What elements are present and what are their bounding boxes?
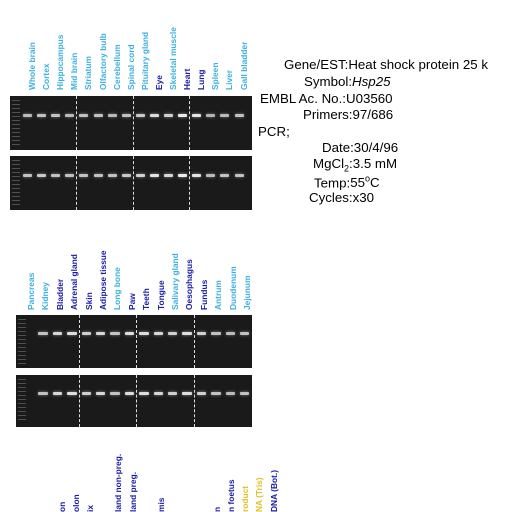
pcr-row xyxy=(258,124,290,139)
lane-group-divider xyxy=(76,96,77,150)
lane-label: Heart xyxy=(182,68,193,90)
lane-label: Pituitary gland xyxy=(139,31,150,90)
ladder-lane xyxy=(12,160,20,206)
lane-group-divider xyxy=(194,375,195,427)
lane-group-divider xyxy=(133,156,134,210)
date-label: Date: xyxy=(322,140,354,155)
gel-band xyxy=(178,174,187,177)
gel-band xyxy=(94,114,103,117)
gene-row xyxy=(284,57,488,72)
lane-label: Olfactory bulb xyxy=(97,33,108,90)
lane-label: Cerebellum xyxy=(111,44,122,90)
lane-label: Duodenum xyxy=(227,266,238,310)
pcr-label: PCR; xyxy=(258,124,290,139)
lane-group-divider xyxy=(133,96,134,150)
lane-label: Tongue xyxy=(155,280,166,310)
ladder-lane xyxy=(12,100,20,146)
lane-label: mis xyxy=(155,497,166,512)
gel-band xyxy=(67,332,76,335)
lane-label: ix xyxy=(85,505,96,512)
lane-label: Skeletal muscle xyxy=(168,27,178,90)
gel-band xyxy=(79,174,88,177)
symbol-row xyxy=(304,74,390,89)
gel-band xyxy=(235,114,244,117)
lane-label: Whole brain xyxy=(27,42,37,90)
gel-band xyxy=(178,114,187,117)
cycles-row xyxy=(309,190,374,205)
lane-label: Salivary gland xyxy=(170,253,180,310)
gel-band xyxy=(197,332,206,335)
lane-label: Liver xyxy=(224,69,235,90)
gel-band xyxy=(211,392,220,395)
lane-labels-panel-2 xyxy=(0,222,260,312)
lane-group-divider xyxy=(189,156,190,210)
gel-band xyxy=(240,332,249,335)
lane-label: Long bone xyxy=(112,267,123,310)
lane-label: Kidney xyxy=(40,282,51,310)
gel-band xyxy=(192,174,201,177)
gel-band xyxy=(38,392,47,395)
gel-band xyxy=(125,392,134,395)
ladder-lane xyxy=(18,319,26,364)
embl-row xyxy=(260,91,393,106)
lane-label: Spinal cord xyxy=(125,44,136,90)
lane-group-divider xyxy=(79,375,80,427)
cycles-value: x30 xyxy=(352,190,375,205)
lane-label: Jejunum xyxy=(242,275,252,310)
primers-row xyxy=(303,107,393,122)
gel-band xyxy=(220,114,229,117)
cycles-label: Cycles: xyxy=(309,190,353,205)
lane-labels-panel-3 xyxy=(0,422,279,512)
lane-label: DNA (Bot.) xyxy=(268,469,279,512)
lane-group-divider xyxy=(76,156,77,210)
gel-band xyxy=(136,114,145,117)
gel-band xyxy=(79,114,88,117)
lane-group-divider xyxy=(79,315,80,368)
primers-value: 97/686 xyxy=(352,107,394,122)
gel-band xyxy=(37,114,46,117)
gel-image-panel-2-bottom xyxy=(16,375,252,427)
lane-label: roduct xyxy=(240,485,251,512)
gel-band xyxy=(122,174,131,177)
gel-band xyxy=(136,174,145,177)
date-value: 30/4/96 xyxy=(353,140,399,155)
gel-band xyxy=(53,392,62,395)
gel-image-panel-2-top xyxy=(16,315,252,368)
lane-label: Lung xyxy=(196,69,207,90)
lane-label: Skin xyxy=(83,292,94,310)
primers-label: Primers: xyxy=(303,107,353,122)
lane-group-divider xyxy=(136,375,137,427)
gel-band xyxy=(82,332,91,335)
lane-label: Adipose tissue xyxy=(98,250,108,310)
gel-band xyxy=(154,332,163,335)
gel-band xyxy=(197,392,206,395)
gel-band xyxy=(235,174,244,177)
lane-label: n foetus xyxy=(226,479,237,512)
lane-label: Hippocampus xyxy=(55,34,66,90)
lane-label: Cortex xyxy=(41,63,52,90)
gel-band xyxy=(154,392,163,395)
lane-labels-panel-1 xyxy=(0,0,260,90)
lane-label: Striatum xyxy=(83,56,94,90)
lane-group-divider xyxy=(136,315,137,368)
gel-band xyxy=(37,174,46,177)
gene-label: Gene/EST: xyxy=(284,57,349,72)
gel-band xyxy=(51,174,60,177)
lane-group-divider xyxy=(189,96,190,150)
gel-band xyxy=(51,114,60,117)
date-row xyxy=(322,140,398,155)
embl-label: EMBL Ac. No.: xyxy=(260,91,346,106)
gel-band xyxy=(53,332,62,335)
gel-band xyxy=(108,114,117,117)
ladder-lane xyxy=(18,379,26,423)
symbol-label: Symbol: xyxy=(304,74,353,89)
gel-band xyxy=(164,174,173,177)
lane-label: Mid brain xyxy=(69,52,80,90)
gel-band xyxy=(182,332,191,335)
gel-band xyxy=(65,174,74,177)
gel-band xyxy=(211,332,220,335)
gel-band xyxy=(125,332,134,335)
gel-band xyxy=(206,174,215,177)
mgcl-value: 3.5 mM xyxy=(352,156,398,171)
gel-band xyxy=(168,332,177,335)
lane-label: Antrum xyxy=(213,280,224,310)
gel-band xyxy=(110,332,119,335)
gel-band xyxy=(94,174,103,177)
gel-band xyxy=(139,392,148,395)
lane-label: n xyxy=(212,506,223,512)
gel-band xyxy=(139,332,148,335)
gel-band xyxy=(164,114,173,117)
lane-label: land non-preg. xyxy=(113,453,124,512)
temp-row xyxy=(314,174,380,190)
gel-band xyxy=(23,174,32,177)
gel-band xyxy=(168,392,177,395)
mgcl-label: MgCl$_2$: xyxy=(313,156,353,174)
gel-band xyxy=(65,114,74,117)
gel-band xyxy=(182,392,191,395)
temp-value: 55$^o$C xyxy=(350,174,380,191)
lane-label: on xyxy=(57,501,67,512)
gene-value: Heat shock protein 25 k xyxy=(348,57,489,72)
lane-label: Bladder xyxy=(54,278,65,310)
lane-label: Paw xyxy=(126,293,137,310)
temp-label: Temp: xyxy=(314,175,351,191)
lane-label: Fundus xyxy=(198,279,209,310)
gel-band xyxy=(192,114,201,117)
gel-band xyxy=(110,392,119,395)
gel-band xyxy=(38,332,47,335)
gel-band xyxy=(220,174,229,177)
lane-label: Teeth xyxy=(141,288,152,310)
gel-band xyxy=(96,392,105,395)
gel-band xyxy=(23,114,32,117)
lane-label: land preg. xyxy=(127,471,138,512)
embl-value: U03560 xyxy=(345,91,393,106)
gel-band xyxy=(240,392,249,395)
gel-band xyxy=(150,114,159,117)
gel-band xyxy=(67,392,76,395)
lane-label: Spleen xyxy=(210,62,221,90)
gel-band xyxy=(206,114,215,117)
lane-label: NA (Tris) xyxy=(254,477,265,512)
gel-band xyxy=(122,114,131,117)
lane-label: Adrenal gland xyxy=(69,254,80,310)
gel-band xyxy=(82,392,91,395)
gel-band xyxy=(96,332,105,335)
lane-label: olon xyxy=(71,494,82,512)
lane-label: Gall bladder xyxy=(238,41,249,90)
lane-group-divider xyxy=(194,315,195,368)
gel-image-panel-1-bottom xyxy=(10,156,252,210)
gel-band xyxy=(108,174,117,177)
gel-image-panel-1-top xyxy=(10,96,252,150)
lane-label: Eye xyxy=(153,75,164,90)
lane-label: Oesophagus xyxy=(184,259,195,310)
mgcl-row xyxy=(313,156,397,174)
symbol-value: Hsp25 xyxy=(352,74,391,89)
gel-band xyxy=(226,332,235,335)
lane-label: Pancreas xyxy=(26,272,36,310)
gel-band xyxy=(150,174,159,177)
gel-band xyxy=(226,392,235,395)
